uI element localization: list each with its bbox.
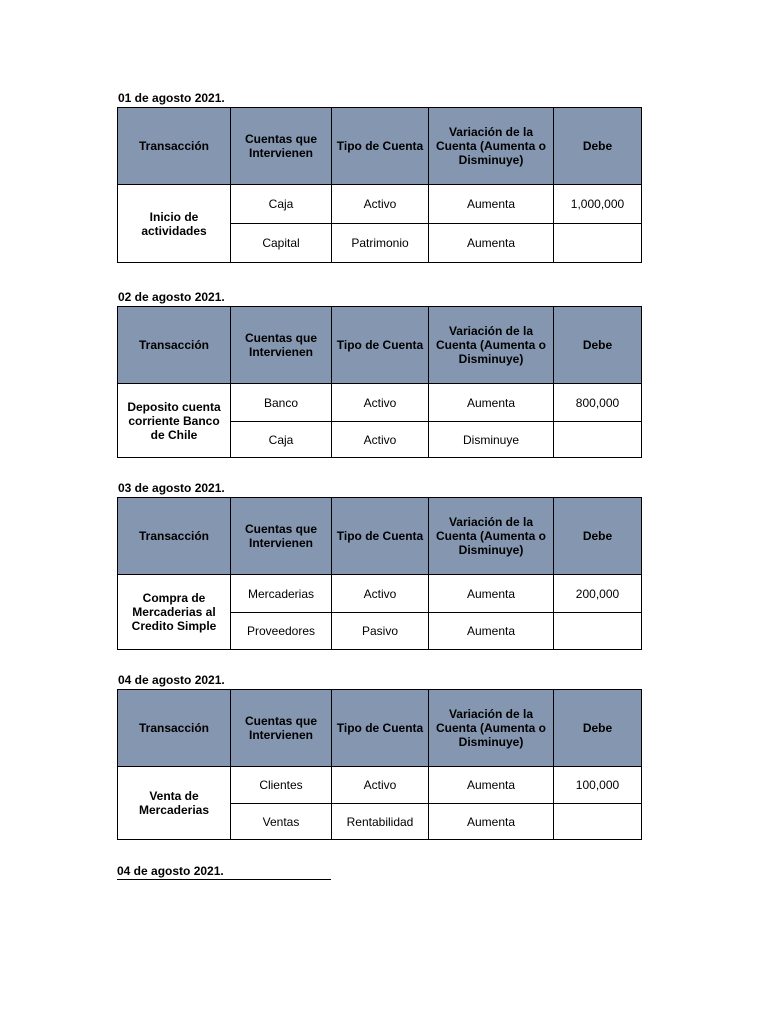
cuenta-cell: Clientes xyxy=(231,767,332,804)
header-variacion: Variación de la Cuenta (Aumenta o Disminuye) xyxy=(429,108,554,185)
header-tipo: Tipo de Cuenta xyxy=(332,690,429,767)
entry-section-1 xyxy=(117,91,641,263)
debe-cell xyxy=(554,804,642,840)
table-header-row xyxy=(118,498,642,575)
header-transaccion: Transacción xyxy=(118,498,231,575)
header-debe: Debe xyxy=(554,690,642,767)
tipo-cell: Activo xyxy=(332,185,429,224)
entry-table xyxy=(117,306,642,458)
variacion-cell: Aumenta xyxy=(429,804,554,840)
debe-cell xyxy=(554,613,642,650)
variacion-cell: Aumenta xyxy=(429,185,554,224)
transaction-cell: Deposito cuenta corriente Banco de Chile xyxy=(118,384,231,458)
cuenta-cell: Proveedores xyxy=(231,613,332,650)
tipo-cell: Activo xyxy=(332,422,429,458)
entry-date: 03 de agosto 2021. xyxy=(118,481,225,495)
header-tipo: Tipo de Cuenta xyxy=(332,307,429,384)
tipo-cell: Rentabilidad xyxy=(332,804,429,840)
debe-cell: 200,000 xyxy=(554,575,642,613)
variacion-cell: Aumenta xyxy=(429,575,554,613)
debe-cell: 800,000 xyxy=(554,384,642,422)
entry-table xyxy=(117,107,642,263)
cuenta-cell: Mercaderias xyxy=(231,575,332,613)
transaction-cell: Compra de Mercaderias al Credito Simple xyxy=(118,575,231,650)
header-variacion: Variación de la Cuenta (Aumenta o Disminuye) xyxy=(429,690,554,767)
header-debe: Debe xyxy=(554,108,642,185)
header-transaccion: Transacción xyxy=(118,690,231,767)
header-variacion: Variación de la Cuenta (Aumenta o Disminuye) xyxy=(429,498,554,575)
header-cuentas: Cuentas que Intervienen xyxy=(231,307,332,384)
variacion-cell: Disminuye xyxy=(429,422,554,458)
header-cuentas: Cuentas que Intervienen xyxy=(231,108,332,185)
tipo-cell: Pasivo xyxy=(332,613,429,650)
variacion-cell: Aumenta xyxy=(429,613,554,650)
header-debe: Debe xyxy=(554,498,642,575)
entry-section-3 xyxy=(117,481,641,650)
header-transaccion: Transacción xyxy=(118,307,231,384)
variacion-cell: Aumenta xyxy=(429,224,554,263)
tipo-cell: Patrimonio xyxy=(332,224,429,263)
header-variacion: Variación de la Cuenta (Aumenta o Disminuye) xyxy=(429,307,554,384)
transaction-cell: Inicio de actividades xyxy=(118,185,231,263)
debe-cell xyxy=(554,422,642,458)
last-entry-date-section xyxy=(117,864,331,880)
tipo-cell: Activo xyxy=(332,384,429,422)
tipo-cell: Activo xyxy=(332,575,429,613)
variacion-cell: Aumenta xyxy=(429,767,554,804)
header-cuentas: Cuentas que Intervienen xyxy=(231,498,332,575)
entry-date: 04 de agosto 2021. xyxy=(118,673,225,687)
header-transaccion: Transacción xyxy=(118,108,231,185)
cuenta-cell: Capital xyxy=(231,224,332,263)
entry-section-4 xyxy=(117,673,641,840)
entry-date: 04 de agosto 2021. xyxy=(117,864,331,880)
entry-table xyxy=(117,497,642,650)
table-row xyxy=(118,384,642,422)
table-header-row xyxy=(118,108,642,185)
entry-date: 01 de agosto 2021. xyxy=(118,91,225,105)
header-tipo: Tipo de Cuenta xyxy=(332,108,429,185)
debe-cell: 100,000 xyxy=(554,767,642,804)
entry-date: 02 de agosto 2021. xyxy=(118,290,225,304)
tipo-cell: Activo xyxy=(332,767,429,804)
table-header-row xyxy=(118,690,642,767)
cuenta-cell: Ventas xyxy=(231,804,332,840)
header-tipo: Tipo de Cuenta xyxy=(332,498,429,575)
variacion-cell: Aumenta xyxy=(429,384,554,422)
debe-cell: 1,000,000 xyxy=(554,185,642,224)
transaction-cell: Venta de Mercaderias xyxy=(118,767,231,840)
entry-section-2 xyxy=(117,290,641,458)
table-header-row xyxy=(118,307,642,384)
cuenta-cell: Caja xyxy=(231,422,332,458)
table-row xyxy=(118,185,642,224)
header-cuentas: Cuentas que Intervienen xyxy=(231,690,332,767)
header-debe: Debe xyxy=(554,307,642,384)
entry-table xyxy=(117,689,642,840)
cuenta-cell: Caja xyxy=(231,185,332,224)
debe-cell xyxy=(554,224,642,263)
table-row xyxy=(118,767,642,804)
cuenta-cell: Banco xyxy=(231,384,332,422)
table-row xyxy=(118,575,642,613)
